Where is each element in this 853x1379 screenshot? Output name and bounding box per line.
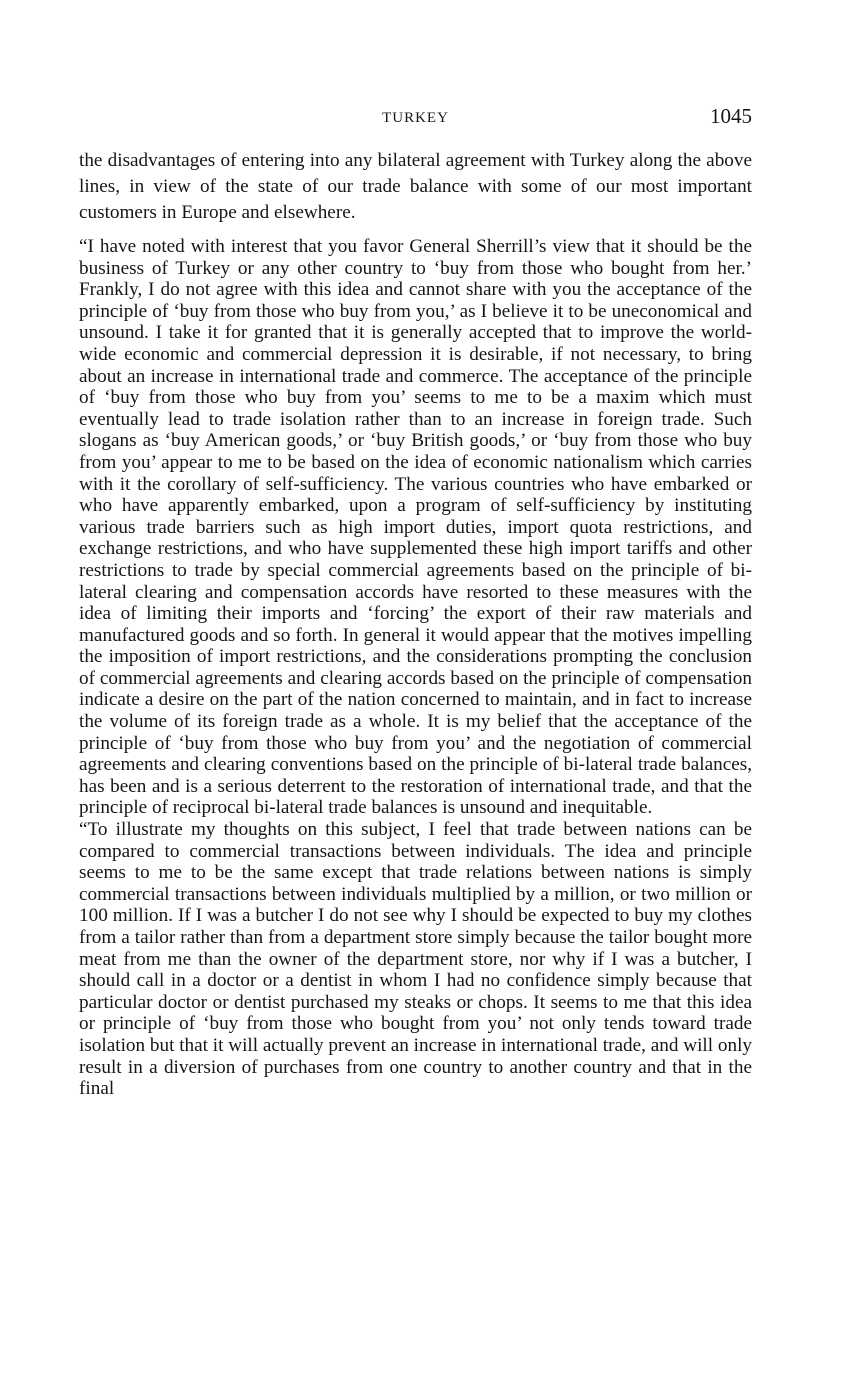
page-number: 1045 — [710, 104, 752, 128]
paragraph-continuation: the disadvantages of entering into any bilateral agreement with Turkey along the above lines, in view of the state of our trade balance with some of our most important customers in Europe and elsewhere. — [79, 150, 752, 223]
running-head — [79, 104, 752, 132]
paragraph-quote-1: “I have noted with interest that you favor General Sherrill’s view that it should be the business of Turkey or any other country to ‘buy from those who bought from her.’ Frankly, I do not agree with this idea and cannot share with you the acceptance of the principle of ‘buy from those who buy from you,’ as I believe it to be uneconomical and unsound. I take it for granted that it is generally accepted that to improve the world-wide economic and commercial depression it is desirable, if not necessary, to bring about an increase in international trade and commerce. The acceptance of the principle of ‘buy from those who buy from you’ seems to me to be a maxim which must eventually lead to trade isolation rather than to an increase in foreign trade. Such slogans as ‘buy American goods,’ or ‘buy British goods,’ or ‘buy from those who buy from you’ appear to me to be based on the idea of economic nationalism which carries with it the corollary of self-sufficiency. The various countries who have embarked or who have apparently embarked, upon a program of self-sufficiency by instituting various trade barriers such as high import duties, import quota restrictions, and exchange restrictions, and who have supplemented these high import tariffs and other restrictions to trade by special commercial agreements based on the principle of bi-lateral clearing and compensation accords have resorted to these measures with the idea of limiting their imports and ‘forcing’ the export of their raw materials and manufactured goods and so forth. In general it would appear that the motives impelling the imposition of import restrictions, and the considerations prompting the conclusion of commercial agreements and clearing accords based on the principle of compensation indicate a desire on the part of the nation concerned to maintain, and in fact to increase the volume of its foreign trade as a whole. It is my belief that the acceptance of the principle of ‘buy from those who buy from you’ and the negotiation of commercial agreements and clearing conventions based on the principle of bi-lateral trade balances, has been and is a serious deterrent to the restoration of international trade, and that the principle of reciprocal bi-lateral trade balances is unsound and inequitable. — [79, 236, 752, 819]
body-text — [79, 148, 752, 1100]
running-title: TURKEY — [382, 110, 449, 126]
paragraph-quote-2: “To illustrate my thoughts on this subject, I feel that trade between nations can be compared to commercial transactions between individuals. The idea and principle seems to me to be the same except that trade relations between nations is simply commercial transactions between individuals multiplied by a million, or two million or 100 million. If I was a butcher I do not see why I should be expected to buy my clothes from a tailor rather than from a department store simply because the tailor bought more meat from me than the owner of the department store, nor why if I was a butcher, I should call in a doctor or a dentist in whom I had no confidence simply because that particular doctor or dentist purchased my steaks or chops. It seems to me that this idea or principle of ‘buy from those who bought from you’ not only tends toward trade isolation but that it will actually prevent an increase in international trade, and will only result in a diversion of purchases from one country to another country and that in the final — [79, 819, 752, 1100]
